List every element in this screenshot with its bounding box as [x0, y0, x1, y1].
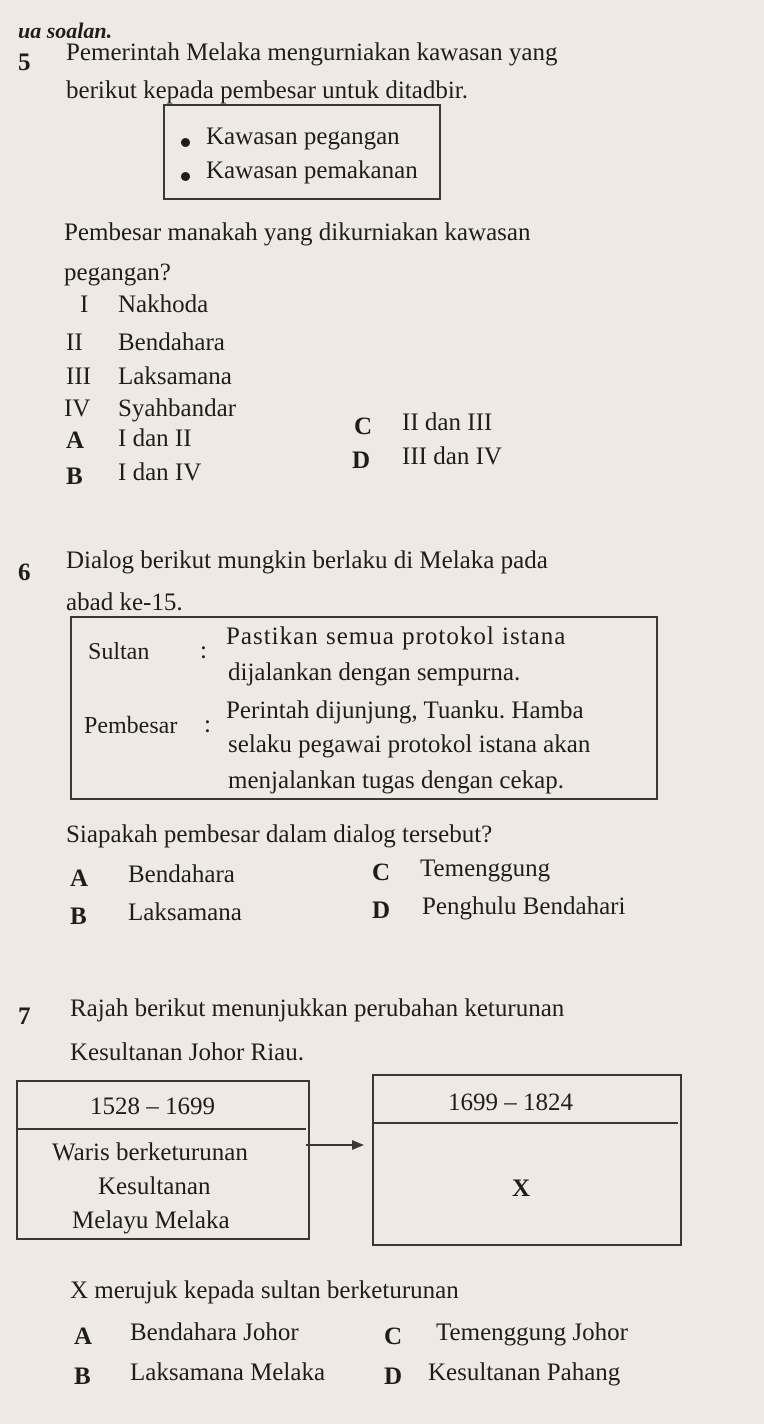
q5-roman-num: I: [80, 291, 89, 318]
q6-option-text[interactable]: Bendahara: [128, 861, 235, 888]
dialog-speaker: Pembesar: [84, 713, 178, 739]
dialog-line: menjalankan tugas dengan cekap.: [228, 767, 564, 794]
bullet-icon: [181, 172, 190, 181]
q5-roman-text: Laksamana: [118, 363, 232, 390]
q7-option-letter[interactable]: B: [74, 1363, 91, 1390]
q5-roman-text: Syahbandar: [118, 395, 237, 422]
q5-roman-num: II: [66, 329, 83, 356]
q5-roman-text: Bendahara: [118, 329, 225, 356]
q7-option-letter[interactable]: D: [384, 1363, 403, 1390]
q5-option-text[interactable]: I dan II: [118, 425, 192, 452]
dialog-speaker: Sultan: [88, 639, 150, 665]
q5-option-letter[interactable]: B: [66, 463, 83, 490]
q6-option-letter[interactable]: B: [70, 903, 87, 930]
q7-option-text[interactable]: Laksamana Melaka: [130, 1359, 326, 1386]
q7-line1: Rajah berikut menunjukkan perubahan keturunan: [70, 995, 565, 1022]
q7-left-box-line: Kesultanan: [98, 1173, 211, 1200]
q5-box-item-1: Kawasan pegangan: [206, 123, 400, 150]
q5-option-letter[interactable]: C: [354, 413, 373, 440]
dialog-line: dijalankan dengan sempurna.: [228, 659, 521, 686]
q7-option-text[interactable]: Kesultanan Pahang: [428, 1359, 621, 1386]
q5-box-item-2: Kawasan pemakanan: [206, 157, 418, 184]
q6-number: 6: [18, 559, 31, 586]
q6-option-letter[interactable]: D: [372, 897, 391, 924]
q5-option-letter[interactable]: A: [66, 427, 85, 454]
arrow-right-icon: [352, 1140, 364, 1150]
header-fragment: ua soalan.: [18, 18, 113, 43]
dialog-colon: :: [200, 637, 207, 664]
q6-option-text[interactable]: Laksamana: [128, 899, 242, 926]
q5-question-line1: Pembesar manakah yang dikurniakan kawasan: [64, 219, 531, 246]
q7-question: X merujuk kepada sultan berketurunan: [70, 1277, 459, 1304]
q7-option-letter[interactable]: A: [74, 1323, 93, 1350]
q7-left-box-line: Waris berketurunan: [52, 1139, 248, 1166]
q7-left-box-line: Melayu Melaka: [72, 1207, 230, 1234]
q7-option-text[interactable]: Bendahara Johor: [130, 1319, 299, 1346]
q5-option-text[interactable]: I dan IV: [118, 459, 202, 486]
q6-option-text[interactable]: Penghulu Bendahari: [422, 893, 626, 920]
q5-number: 5: [18, 49, 31, 76]
q7-arrow-line: [306, 1144, 356, 1146]
q7-right-box-x: X: [512, 1175, 531, 1202]
q7-option-letter[interactable]: C: [384, 1323, 403, 1350]
q7-left-box-divider: [18, 1128, 306, 1130]
q5-line1: Pemerintah Melaka mengurniakan kawasan yang: [66, 39, 558, 66]
q6-question: Siapakah pembesar dalam dialog tersebut?: [66, 821, 493, 848]
q7-right-box-header: 1699 – 1824: [448, 1089, 573, 1116]
dialog-line: Perintah dijunjung, Tuanku. Hamba: [226, 697, 584, 724]
q6-line2: abad ke-15.: [66, 589, 183, 616]
q6-line1: Dialog berikut mungkin berlaku di Melaka pada: [66, 547, 548, 574]
q6-option-text[interactable]: Temenggung: [420, 855, 551, 882]
q5-roman-text: Nakhoda: [118, 291, 209, 318]
dialog-colon: :: [204, 711, 211, 738]
q5-roman-num: III: [66, 363, 91, 390]
q5-info-box: [163, 104, 441, 200]
q7-left-box-header: 1528 – 1699: [90, 1093, 215, 1120]
q7-option-text[interactable]: Temenggung Johor: [436, 1319, 628, 1346]
q5-option-text[interactable]: II dan III: [402, 409, 493, 436]
q7-number: 7: [18, 1003, 31, 1030]
q5-line2: berikut kepada pembesar untuk ditadbir.: [66, 77, 468, 104]
q5-question-line2: pegangan?: [64, 259, 171, 286]
q7-line2: Kesultanan Johor Riau.: [70, 1039, 304, 1066]
q7-right-box-divider: [374, 1122, 678, 1124]
q5-option-text[interactable]: III dan IV: [402, 443, 502, 470]
bullet-icon: [181, 138, 190, 147]
q6-option-letter[interactable]: C: [372, 859, 391, 886]
dialog-line: Pastikan semua protokol istana: [226, 623, 567, 650]
q6-option-letter[interactable]: A: [70, 865, 89, 892]
dialog-line: selaku pegawai protokol istana akan: [228, 731, 591, 758]
q5-option-letter[interactable]: D: [352, 447, 371, 474]
q5-roman-num: IV: [64, 395, 91, 422]
